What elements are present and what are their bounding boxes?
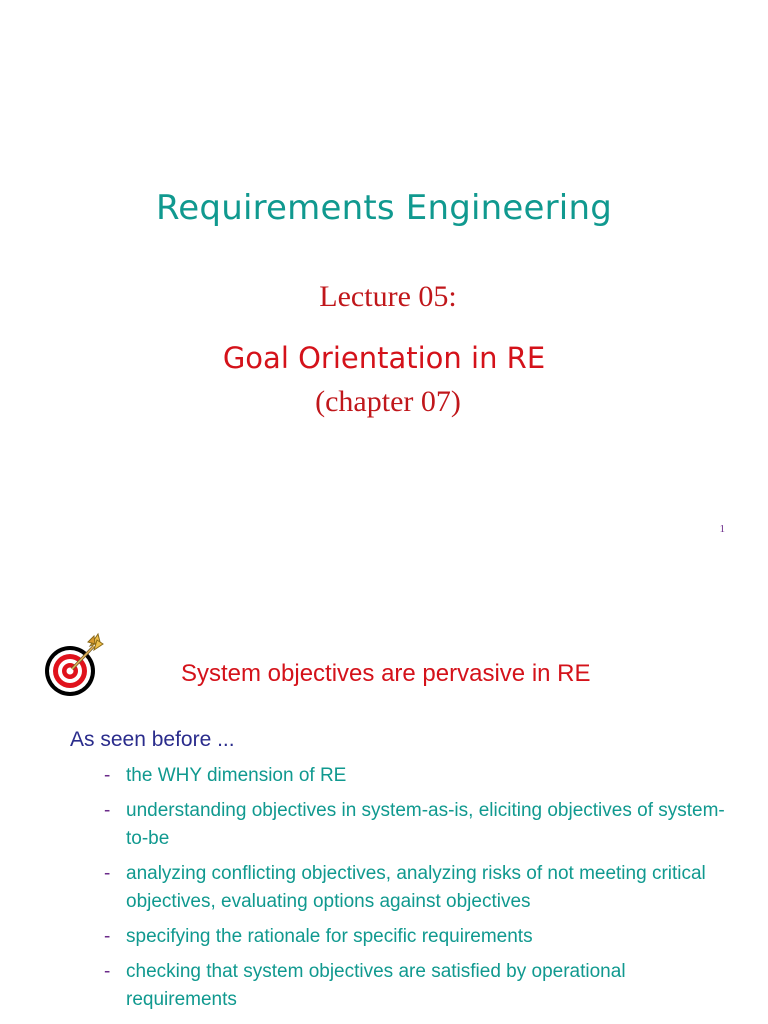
bullet-text: the WHY dimension of RE xyxy=(126,765,347,786)
bullet-text: checking that system objectives are satisfied by operational requirements xyxy=(126,961,626,1010)
bullet-text: understanding objectives in system-as-is, eliciting objectives of system-to-be xyxy=(126,800,725,849)
list-item xyxy=(104,958,734,1014)
intro-text: As seen before ... xyxy=(70,728,235,751)
bullet-list xyxy=(104,762,734,1021)
lecture-subtitle: Goal Orientation in RE xyxy=(222,341,546,375)
bullet-marker: - xyxy=(104,800,111,821)
slide-heading: System objectives are pervasive in RE xyxy=(181,660,591,687)
bullet-text: analyzing conflicting objectives, analyzing risks of not meeting critical objectives, evaluating options against objectives xyxy=(126,863,706,912)
page-number: 1 xyxy=(719,523,725,535)
list-item xyxy=(104,762,734,790)
bullet-marker: - xyxy=(104,926,111,947)
slide-2 xyxy=(0,560,768,1024)
chapter-reference: (chapter 07) xyxy=(315,385,461,418)
slide-title: Requirements Engineering xyxy=(156,188,612,228)
dart-target-icon xyxy=(42,632,104,696)
bullet-marker: - xyxy=(104,863,111,884)
list-item xyxy=(104,923,734,951)
bullet-marker: - xyxy=(104,765,111,786)
list-item xyxy=(104,860,734,916)
list-item xyxy=(104,797,734,853)
lecture-number: Lecture 05: xyxy=(319,280,457,313)
bullet-marker: - xyxy=(104,961,111,982)
bullet-text: specifying the rationale for specific requirements xyxy=(126,926,533,947)
